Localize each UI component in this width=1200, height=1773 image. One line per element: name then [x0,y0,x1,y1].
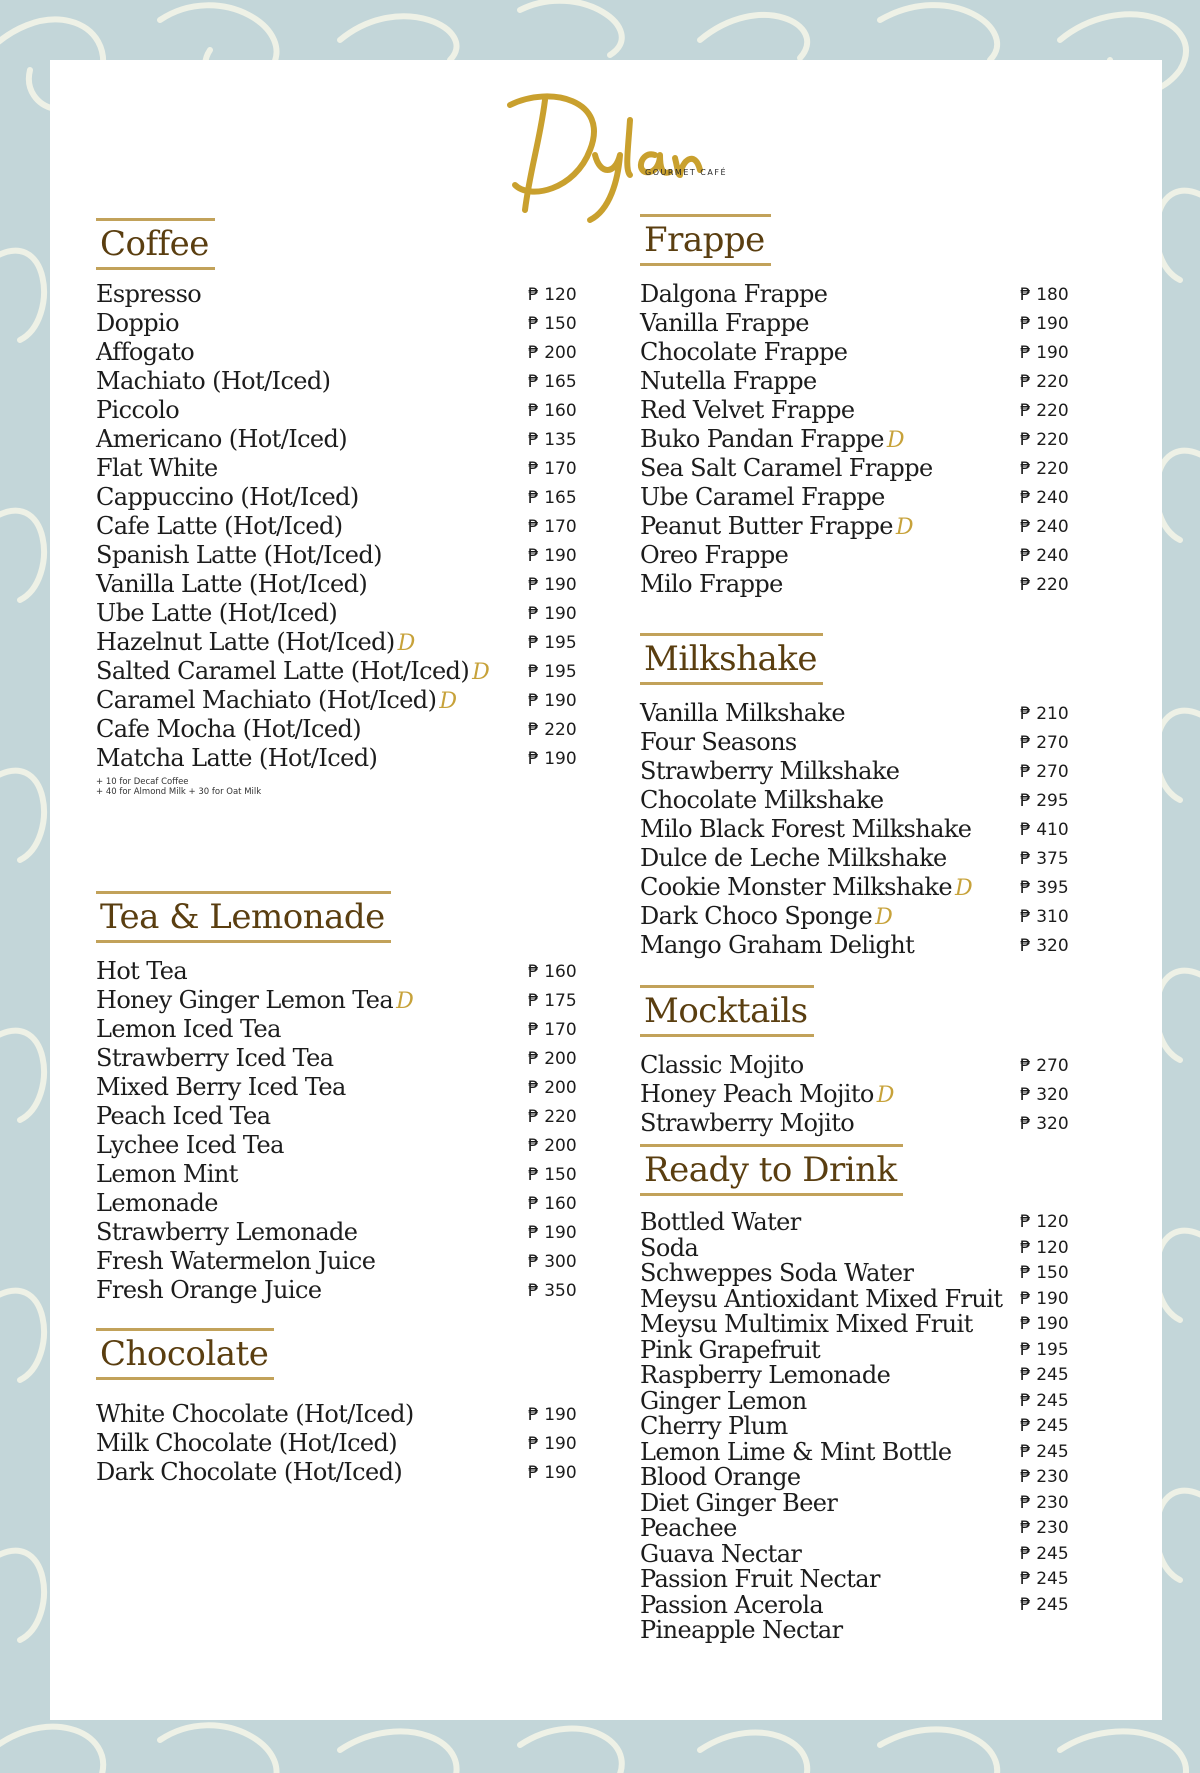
item-price: ₱ 320 [1020,1114,1069,1134]
item-name: Dalgona Frappe [640,280,828,308]
menu-item [640,570,1140,599]
item-price: ₱ 220 [528,1107,577,1127]
menu-item [96,715,606,744]
item-name: Doppio [96,309,179,337]
menu-item [640,541,1140,570]
menu-item [96,570,606,599]
item-name: Mixed Berry Iced Tea [96,1073,346,1101]
menu-item [640,1335,1140,1364]
item-price: ₱ 245 [1020,1569,1069,1589]
item-price: ₱ 350 [528,1281,577,1301]
item-name: Ube Latte (Hot/Iced) [96,599,338,627]
menu-item [640,512,1140,541]
menu-item [96,483,606,512]
section-title: Tea & Lemonade [96,897,391,937]
menu-item [640,1567,1140,1593]
item-name: Milo Frappe [640,570,783,598]
menu-item [640,1312,1140,1338]
menu-item [96,686,606,715]
item-price: ₱ 210 [1020,704,1069,724]
menu-item [640,454,1140,483]
section-title: Chocolate [96,1334,274,1374]
item-name: Piccolo [96,396,180,424]
item-price: ₱ 240 [1020,517,1069,537]
coffee-notes [96,777,606,797]
item-price: ₱ 375 [1020,849,1069,869]
item-name: Hazelnut Latte (Hot/Iced) [96,628,395,656]
section-coffee [96,224,606,797]
section-title: Milkshake [640,639,823,679]
menu-item [640,1363,1140,1389]
menu-item [96,1429,606,1458]
item-name: Passion Fruit Nectar [640,1565,880,1593]
item-list [640,699,1140,960]
item-price: ₱ 200 [528,343,577,363]
item-list [640,1051,1140,1138]
item-name: Nutella Frappe [640,367,817,395]
item-name: Meysu Antioxidant Mixed Fruit [640,1284,1003,1313]
menu-item [640,931,1140,960]
item-name: Peachee [640,1514,737,1542]
menu-item [640,786,1140,815]
item-price: ₱ 180 [1020,285,1069,305]
item-price: ₱ 165 [528,372,577,392]
item-price: ₱ 150 [1020,1263,1069,1283]
menu-item [96,396,606,425]
item-price: ₱ 170 [528,459,577,479]
menu-item [96,425,606,454]
item-price: ₱ 190 [1020,1314,1069,1334]
item-name: Dulce de Leche Milkshake [640,844,947,872]
item-name: Lemon Lime & Mint Bottle [640,1437,952,1466]
menu-item [640,1261,1140,1287]
item-price: ₱ 190 [528,749,577,769]
menu-item [96,1458,606,1487]
menu-item [96,541,606,570]
menu-item [96,628,606,657]
item-name: Cafe Mocha (Hot/Iced) [96,715,361,743]
item-name: Spanish Latte (Hot/Iced) [96,541,382,569]
item-name: Honey Peach Mojito [640,1080,874,1108]
item-name: Cappuccino (Hot/Iced) [96,483,359,511]
menu-item [640,309,1140,338]
menu-item [96,1160,606,1189]
item-name: Milo Black Forest Milkshake [640,815,972,843]
item-name: Soda [640,1233,699,1262]
item-price: ₱ 245 [1020,1416,1069,1436]
note-line: + 40 for Almond Milk + 30 for Oat Milk [96,787,262,797]
signature-mark-icon: D [397,631,416,656]
item-price: ₱ 220 [528,720,577,740]
item-name: White Chocolate (Hot/Iced) [96,1400,414,1428]
item-name: Affogato [96,338,195,366]
item-price: ₱ 190 [528,1434,577,1454]
item-price: ₱ 270 [1020,762,1069,782]
signature-mark-icon: D [472,660,490,685]
menu-item [96,1015,606,1044]
item-name: Strawberry Iced Tea [96,1044,334,1072]
item-name: Machiato (Hot/Iced) [96,367,331,395]
item-name: Schweppes Soda Water [640,1259,914,1287]
item-price: ₱ 270 [1020,733,1069,753]
item-name: Peach Iced Tea [96,1102,271,1130]
menu-item [640,1233,1140,1262]
item-name: Red Velvet Frappe [640,396,855,424]
item-price: ₱ 300 [528,1252,577,1272]
item-name: Chocolate Milkshake [640,786,884,814]
menu-item [96,1247,606,1276]
section-title: Mocktails [640,991,814,1031]
signature-mark-icon: D [886,428,905,453]
item-price: ₱ 150 [528,1165,577,1185]
item-name: Honey Ginger Lemon Tea [96,986,394,1014]
item-name: Raspberry Lemonade [640,1361,891,1389]
menu-item [96,1073,606,1102]
menu-item [640,1080,1140,1109]
logo-tagline: GOURMET CAFÉ [645,168,728,177]
item-name: Vanilla Frappe [640,309,809,337]
item-price: ₱ 230 [1020,1467,1069,1487]
signature-mark-icon: D [895,515,914,540]
item-price: ₱ 200 [528,1136,577,1156]
menu-item [640,1488,1140,1517]
item-price: ₱ 150 [528,314,577,334]
item-name: Cafe Latte (Hot/Iced) [96,512,343,540]
dylan-logo [490,80,730,230]
item-list [96,1400,606,1487]
item-name: Guava Nectar [640,1539,802,1568]
item-price: ₱ 245 [1020,1390,1069,1411]
item-name: Sea Salt Caramel Frappe [640,454,933,482]
item-name: Passion Acerola [640,1590,824,1619]
item-name: Meysu Multimix Mixed Fruit [640,1310,973,1338]
menu-item [640,425,1140,454]
item-name: Fresh Watermelon Juice [96,1247,376,1275]
item-name: Vanilla Latte (Hot/Iced) [96,570,368,598]
item-price: ₱ 395 [1020,878,1069,898]
menu-item [96,1102,606,1131]
section-milkshake [640,639,1140,960]
item-price: ₱ 195 [1020,1339,1069,1360]
item-name: Salted Caramel Latte (Hot/Iced) [96,657,470,685]
item-name: Blood Orange [640,1463,801,1491]
item-price: ₱ 195 [528,662,577,682]
item-price: ₱ 200 [528,1049,577,1069]
menu-item [640,1437,1140,1466]
item-list [640,280,1140,599]
item-price: ₱ 220 [1020,401,1069,421]
item-name: Fresh Orange Juice [96,1276,322,1304]
item-name: Milk Chocolate (Hot/Iced) [96,1429,398,1457]
menu-item [640,728,1140,757]
menu-item [96,1189,606,1218]
item-name: Cherry Plum [640,1412,788,1440]
section-title: Ready to Drink [640,1150,903,1190]
item-name: Hot Tea [96,957,188,985]
menu-item [96,1044,606,1073]
section-tea-lemonade [96,897,606,1305]
item-price: ₱ 120 [1020,1212,1069,1232]
item-price: ₱ 190 [528,604,577,624]
item-price: ₱ 220 [1020,459,1069,479]
item-name: Lemon Mint [96,1160,238,1188]
menu-item [96,1131,606,1160]
item-name: Lemonade [96,1189,218,1217]
item-name: Ube Caramel Frappe [640,483,885,511]
item-name: Espresso [96,280,202,308]
signature-mark-icon: D [396,989,414,1014]
menu-item [640,1284,1140,1313]
item-name: Oreo Frappe [640,541,789,569]
item-price: ₱ 190 [528,1405,577,1425]
item-price: ₱ 245 [1020,1365,1069,1385]
item-name: Matcha Latte (Hot/Iced) [96,744,378,772]
menu-item [96,512,606,541]
item-name: Strawberry Lemonade [96,1218,358,1246]
menu-item [640,1590,1140,1619]
signature-mark-icon: D [954,876,973,901]
menu-item [640,338,1140,367]
signature-mark-icon: D [439,689,457,714]
item-price: ₱ 195 [528,633,577,653]
menu-item [640,699,1140,728]
menu-item [640,396,1140,425]
item-price: ₱ 245 [1020,1594,1069,1615]
menu-item [640,902,1140,931]
item-name: Flat White [96,454,218,482]
note-line: + 10 for Decaf Coffee [96,777,189,787]
section-title: Frappe [640,220,771,260]
menu-item [640,483,1140,512]
item-price: ₱ 190 [1020,1288,1069,1309]
section-frappe [640,220,1140,599]
item-price: ₱ 175 [528,991,577,1011]
item-name: Cookie Monster Milkshake [640,873,952,901]
menu-item [640,1618,1140,1644]
menu-item [96,657,606,686]
item-name: Strawberry Milkshake [640,757,900,785]
menu-item [96,957,606,986]
item-price: ₱ 135 [528,430,577,450]
menu-item [96,454,606,483]
item-price: ₱ 190 [528,546,577,566]
item-name: Chocolate Frappe [640,338,848,366]
menu-item [96,1218,606,1247]
menu-item [640,1539,1140,1568]
menu-item [96,309,606,338]
menu-item [640,844,1140,873]
item-price: ₱ 190 [1020,314,1069,334]
item-price: ₱ 190 [528,691,577,711]
item-name: Classic Mojito [640,1051,804,1079]
item-price: ₱ 320 [1020,936,1069,956]
item-price: ₱ 165 [528,488,577,508]
item-price: ₱ 160 [528,1194,577,1214]
item-name: Lemon Iced Tea [96,1015,281,1043]
section-ready-to-drink [640,1150,1140,1644]
item-price: ₱ 240 [1020,488,1069,508]
item-price: ₱ 160 [528,401,577,421]
item-name: Dark Choco Sponge [640,902,873,930]
item-name: Pineapple Nectar [640,1616,843,1644]
item-name: Ginger Lemon [640,1386,807,1415]
item-price: ₱ 220 [1020,372,1069,392]
item-price: ₱ 190 [1020,343,1069,363]
menu-item [96,338,606,367]
item-name: Caramel Machiato (Hot/Iced) [96,686,437,714]
menu-item [640,1465,1140,1491]
item-name: Strawberry Mojito [640,1109,855,1137]
menu-item [640,757,1140,786]
item-name: Buko Pandan Frappe [640,425,884,453]
menu-item [96,1400,606,1429]
menu-item [640,1051,1140,1080]
item-price: ₱ 295 [1020,791,1069,811]
item-name: Pink Grapefruit [640,1335,821,1364]
item-price: ₱ 410 [1020,820,1069,840]
item-price: ₱ 240 [1020,546,1069,566]
item-price: ₱ 190 [528,1223,577,1243]
menu-item [96,986,606,1015]
section-title: Coffee [96,224,215,264]
item-list [640,1210,1140,1644]
item-price: ₱ 120 [1020,1237,1069,1258]
item-name: Vanilla Milkshake [640,699,845,727]
item-price: ₱ 170 [528,517,577,537]
item-price: ₱ 170 [528,1020,577,1040]
menu-item [640,873,1140,902]
item-price: ₱ 245 [1020,1441,1069,1462]
item-price: ₱ 190 [528,575,577,595]
menu-item [640,1516,1140,1542]
item-list [96,957,606,1305]
item-name: Mango Graham Delight [640,931,915,959]
menu-item [640,367,1140,396]
item-price: ₱ 190 [528,1463,577,1483]
item-price: ₱ 160 [528,962,577,982]
menu-item [96,599,606,628]
menu-item [640,1109,1140,1138]
item-name: Dark Chocolate (Hot/Iced) [96,1458,403,1486]
item-price: ₱ 220 [1020,575,1069,595]
menu-item [96,1276,606,1305]
menu-item [96,280,606,309]
item-name: Diet Ginger Beer [640,1488,838,1517]
menu-item [640,1210,1140,1236]
menu-item [640,280,1140,309]
item-price: ₱ 220 [1020,430,1069,450]
menu-item [96,367,606,396]
item-price: ₱ 310 [1020,907,1069,927]
menu-item [96,744,606,773]
item-name: Peanut Butter Frappe [640,512,893,540]
item-price: ₱ 230 [1020,1492,1069,1513]
menu-item [640,1414,1140,1440]
item-price: ₱ 270 [1020,1056,1069,1076]
item-price: ₱ 200 [528,1078,577,1098]
item-name: Americano (Hot/Iced) [96,425,348,453]
item-list [96,280,606,773]
section-mocktails [640,991,1140,1138]
menu-item [640,815,1140,844]
signature-mark-icon: D [875,905,893,930]
signature-mark-icon: D [876,1083,895,1108]
item-name: Four Seasons [640,728,797,756]
item-price: ₱ 120 [528,285,577,305]
menu-item [640,1386,1140,1415]
item-price: ₱ 230 [1020,1518,1069,1538]
item-price: ₱ 320 [1020,1085,1069,1105]
section-chocolate [96,1334,606,1487]
item-price: ₱ 245 [1020,1543,1069,1564]
item-name: Lychee Iced Tea [96,1131,284,1159]
item-name: Bottled Water [640,1208,801,1236]
